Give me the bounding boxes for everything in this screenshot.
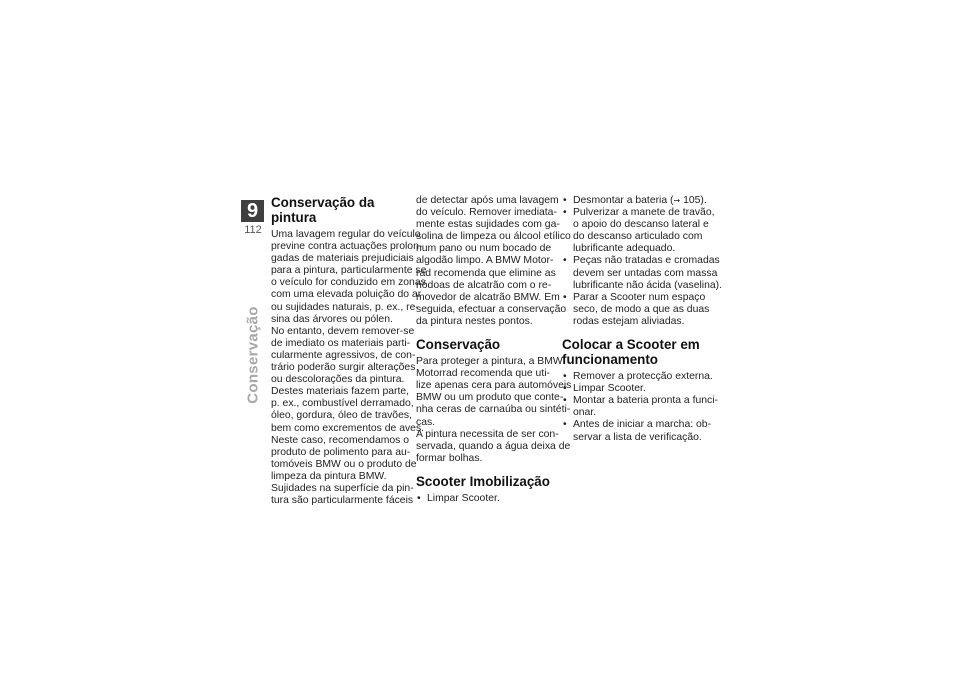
text-fragment: 105). <box>680 195 707 206</box>
list-item <box>562 419 710 443</box>
right-arrow-icon: ➞ <box>673 196 681 205</box>
text-line: • Pulverizar a manete de travão, <box>573 207 715 219</box>
text-line: onar. <box>573 407 597 419</box>
text-line: tura são particularmente fáceis <box>271 495 414 507</box>
text-line: cas. <box>416 416 436 428</box>
text-line: tomóveis BMW ou o produto de <box>271 458 417 470</box>
text-line: algodão limpo. A BMW Motor- <box>416 255 554 267</box>
text-line: nha ceras de carnaúba ou sintéti- <box>416 404 571 416</box>
text-line: da pintura nestes pontos. <box>416 315 533 327</box>
text-line: cularmente agressivos, de con- <box>271 349 416 361</box>
text-line: • Antes de iniciar a marcha: ob- <box>573 419 712 431</box>
text-line: servada, quando a água deixa de <box>416 440 571 452</box>
text-line: óleo, gordura, óleo de travões, <box>271 410 412 422</box>
list-recommissioning <box>562 371 718 444</box>
text-line: Destes materiais fazem parte, <box>271 386 410 398</box>
text-line: o veículo for conduzido em zonas <box>271 277 426 289</box>
text-line: ou descolorações da pintura. <box>271 374 405 386</box>
list-item: • Limpar Scooter. <box>416 493 556 505</box>
list-immobilization-continued <box>562 195 723 328</box>
text-line: para a pintura, particularmente se <box>271 265 427 277</box>
section-heading-conservacao-da-pintura: Conservação da pintura <box>271 195 375 225</box>
chapter-number-tab: 9 <box>241 200 264 222</box>
list-item <box>562 255 723 291</box>
list-item <box>562 383 710 395</box>
text-line: bem como excrementos de aves. <box>271 422 425 434</box>
text-line: mente estas sujidades com ga- <box>416 219 560 231</box>
text-line: de detectar após uma lavagem <box>416 195 559 206</box>
paragraph-paint-care-continued <box>416 195 571 328</box>
chapter-title-vertical: Conservação <box>244 306 262 404</box>
text-line: limpeza da pintura BMW. <box>271 470 387 482</box>
text-line: • Peças não tratadas e cromadas <box>573 255 720 267</box>
text-line: No entanto, devem remover-se <box>271 325 415 337</box>
paragraph-conservation <box>416 356 572 465</box>
list-item <box>562 207 715 255</box>
paragraph-paint-care <box>271 229 427 507</box>
text-line: do descanso articulado com <box>573 231 703 243</box>
list-item <box>562 371 713 383</box>
text-line: Sujidades na superfície da pin- <box>271 482 414 494</box>
column-1 <box>271 195 427 507</box>
text-line: seco, de modo a que as duas <box>573 303 710 315</box>
text-line: nódoas de alcatrão com o re- <box>416 279 552 291</box>
text-line: movedor de alcatrão BMW. Em <box>416 291 560 303</box>
text-line: num pano ou num bocado de <box>416 243 552 255</box>
text-line: com uma elevada poluição do ar <box>271 289 422 301</box>
text-line: sina das árvores ou pólen. <box>271 313 393 325</box>
text-line: • Montar a bateria pronta a funci- <box>573 395 718 407</box>
text-line: seguida, efectuar a conservação <box>416 303 567 315</box>
text-line: rodas estejam aliviadas. <box>573 315 685 327</box>
text-line: • Parar a Scooter num espaço <box>573 291 706 303</box>
text-line: do veículo. Remover imediata- <box>416 207 557 219</box>
text-line: Motorrad recomenda que uti- <box>416 368 550 380</box>
column-3 <box>562 195 723 444</box>
text-line: servar a lista de verificação. <box>573 431 702 443</box>
text-line: lize apenas cera para automóveis <box>416 380 572 392</box>
column-2 <box>416 195 572 505</box>
text-line: lubrificante adequado. <box>573 243 676 255</box>
list-immobilization <box>416 493 556 505</box>
text-line: • Limpar Scooter. <box>573 383 646 395</box>
text-line <box>573 195 710 207</box>
text-line: formar bolhas. <box>416 452 483 464</box>
text-line: Para proteger a pintura, a BMW <box>416 356 563 368</box>
text-line: ou sujidades naturais, p. ex., re- <box>271 301 419 313</box>
section-heading-scooter-imobilizacao: Scooter Imobilização <box>416 473 550 489</box>
text-line: previne contra actuações prolon- <box>271 241 423 253</box>
section-heading-colocar-em-funcionamento: Colocar a Scooter em funcionamento <box>562 337 700 368</box>
section-heading-conservacao: Conservação <box>416 337 501 353</box>
text-line: gadas de materiais prejudiciais <box>271 253 414 265</box>
text-line: Neste caso, recomendamos o <box>271 434 410 446</box>
list-item <box>562 395 718 419</box>
text-line: solina de limpeza ou álcool etílico <box>416 231 571 243</box>
text-line: rad recomenda que elimine as <box>416 267 556 279</box>
list-item <box>562 292 710 328</box>
text-line: lubrificante não ácida (vaselina). <box>573 279 723 291</box>
text-line: trário poderão surgir alterações <box>271 362 416 374</box>
text-line: o apoio do descanso lateral e <box>573 219 709 231</box>
text-line: p. ex., combustível derramado, <box>271 398 414 410</box>
text-line: Uma lavagem regular do veículo <box>271 229 421 240</box>
text-line: de imediato os materiais parti- <box>271 337 411 349</box>
text-fragment: Desmontar a bateria ( <box>573 195 674 206</box>
list-item <box>562 195 710 207</box>
text-line: produto de polimento para au- <box>271 446 411 458</box>
text-line: A pintura necessita de ser con- <box>416 428 559 440</box>
page-number: 112 <box>244 224 262 236</box>
text-line: BMW ou um produto que conte- <box>416 392 564 404</box>
text-line: devem ser untadas com massa <box>573 267 718 279</box>
text-line: • Remover a protecção externa. <box>573 371 713 383</box>
